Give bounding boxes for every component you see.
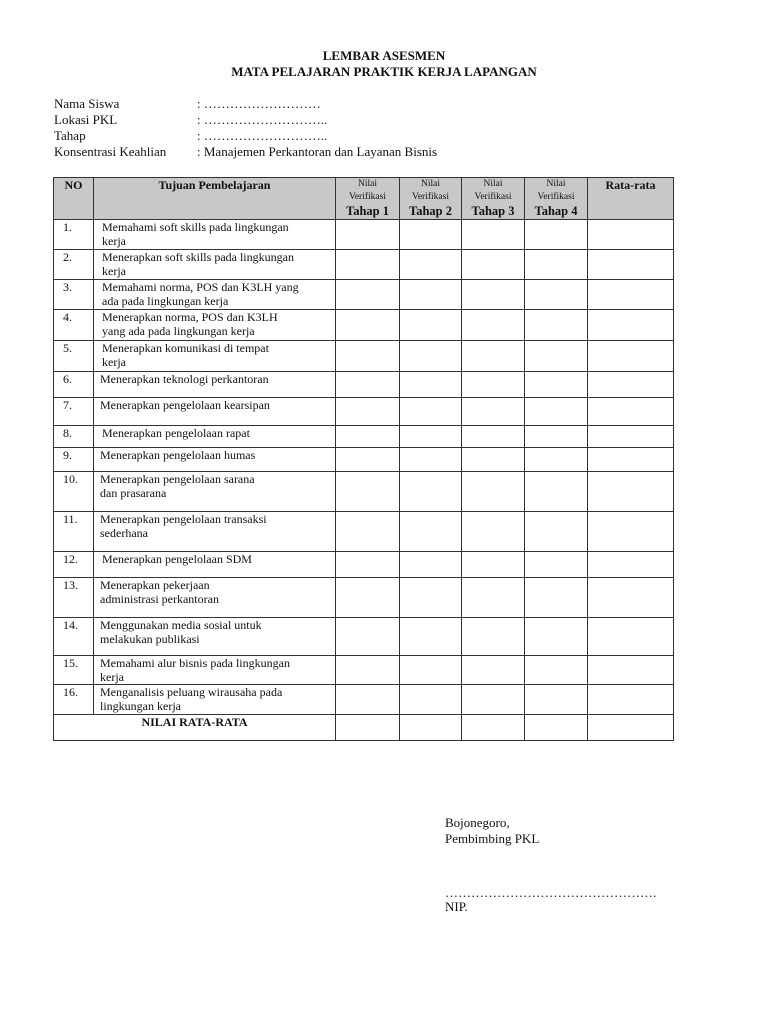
row-goal <box>94 372 336 398</box>
row-number: 4. <box>54 310 94 341</box>
row-number: 7. <box>54 398 94 426</box>
score-cell[interactable] <box>400 618 462 656</box>
score-cell[interactable] <box>336 372 400 398</box>
score-cell[interactable] <box>400 656 462 685</box>
goal-line: administrasi perkantoran <box>100 592 219 606</box>
document-title: LEMBAR ASESMEN <box>322 48 446 63</box>
row-goal <box>94 398 336 426</box>
score-cell[interactable] <box>336 280 400 310</box>
score-cell[interactable] <box>525 310 588 341</box>
average-cell[interactable] <box>588 578 674 618</box>
info-label: Nama Siswa <box>54 96 120 111</box>
table-row <box>54 685 674 715</box>
score-cell[interactable] <box>462 685 525 715</box>
info-value: : ……………………….. <box>197 112 328 127</box>
score-cell[interactable] <box>336 398 400 426</box>
score-cell[interactable] <box>336 618 400 656</box>
average-cell[interactable] <box>588 552 674 578</box>
student-info <box>54 96 437 160</box>
row-goal <box>94 472 336 512</box>
score-cell[interactable] <box>525 426 588 448</box>
score-cell[interactable] <box>336 250 400 280</box>
table-footer-row <box>54 715 674 741</box>
row-goal <box>94 426 336 448</box>
header-average: Rata-rata <box>588 178 674 220</box>
score-cell[interactable] <box>400 220 462 250</box>
assessment-table <box>53 177 674 741</box>
score-cell[interactable] <box>336 715 400 741</box>
average-cell[interactable] <box>588 310 674 341</box>
info-label: Tahap <box>54 128 86 143</box>
score-cell[interactable] <box>525 715 588 741</box>
info-label: Lokasi PKL <box>54 112 118 127</box>
score-cell[interactable] <box>336 512 400 552</box>
score-cell[interactable] <box>462 448 525 472</box>
header-stage-4 <box>525 178 588 220</box>
info-value: : ……………………….. <box>197 128 328 143</box>
info-row-name <box>54 96 437 112</box>
score-cell[interactable] <box>462 715 525 741</box>
header-no: NO <box>54 178 94 220</box>
score-cell[interactable] <box>525 220 588 250</box>
average-cell[interactable] <box>588 512 674 552</box>
goal-line: dan prasarana <box>100 486 167 500</box>
goal-line: kerja <box>102 264 126 278</box>
signature-place: Bojonegoro, <box>445 815 510 830</box>
score-cell[interactable] <box>525 372 588 398</box>
row-number: 13. <box>54 578 94 618</box>
row-goal <box>94 310 336 341</box>
score-cell[interactable] <box>525 578 588 618</box>
row-goal <box>94 578 336 618</box>
header-small: Nilai <box>421 179 440 189</box>
score-cell[interactable] <box>400 448 462 472</box>
score-cell[interactable] <box>525 512 588 552</box>
row-goal <box>94 250 336 280</box>
goal-line: kerja <box>102 355 126 369</box>
goal-line: Memahami norma, POS dan K3LH yang <box>102 280 299 294</box>
score-cell[interactable] <box>462 398 525 426</box>
score-cell[interactable] <box>400 512 462 552</box>
row-goal <box>94 448 336 472</box>
table-row <box>54 618 674 656</box>
info-label: Konsentrasi Keahlian <box>54 144 167 159</box>
row-number: 10. <box>54 472 94 512</box>
score-cell[interactable] <box>462 310 525 341</box>
header-stage-1 <box>336 178 400 220</box>
score-cell[interactable] <box>525 685 588 715</box>
document-subtitle: MATA PELAJARAN PRAKTIK KERJA LAPANGAN <box>231 64 537 79</box>
goal-line: Menerapkan norma, POS dan K3LH <box>102 310 278 324</box>
score-cell[interactable] <box>336 310 400 341</box>
score-cell[interactable] <box>400 341 462 372</box>
header-small: Nilai <box>483 179 503 189</box>
info-row-expertise <box>54 144 437 160</box>
row-number: 1. <box>54 220 94 250</box>
row-number: 5. <box>54 341 94 372</box>
goal-line: Memahami soft skills pada lingkungan <box>102 220 289 234</box>
header-stage-label: Tahap 3 <box>471 204 515 218</box>
header-small: Verifikasi <box>537 192 575 202</box>
signature-nip: NIP. <box>445 899 468 914</box>
score-cell[interactable] <box>462 656 525 685</box>
table-row <box>54 448 674 472</box>
row-goal <box>94 220 336 250</box>
goal-line: lingkungan kerja <box>100 699 181 713</box>
header-stage-2 <box>400 178 462 220</box>
score-cell[interactable] <box>336 578 400 618</box>
average-cell[interactable] <box>588 341 674 372</box>
score-cell[interactable] <box>336 448 400 472</box>
average-cell[interactable] <box>588 618 674 656</box>
table-row <box>54 512 674 552</box>
table-row <box>54 280 674 310</box>
goal-line: yang ada pada lingkungan kerja <box>102 324 255 338</box>
score-cell[interactable] <box>400 372 462 398</box>
table-row <box>54 372 674 398</box>
row-goal <box>94 552 336 578</box>
score-cell[interactable] <box>336 220 400 250</box>
goal-line: Menggunakan media sosial untuk <box>100 618 262 632</box>
average-cell[interactable] <box>588 250 674 280</box>
goal-line: Menganalisis peluang wirausaha pada <box>100 685 283 699</box>
header-stage-label: Tahap 2 <box>409 204 452 218</box>
score-cell[interactable] <box>400 578 462 618</box>
score-cell[interactable] <box>336 341 400 372</box>
table-row <box>54 310 674 341</box>
row-number: 11. <box>54 512 94 552</box>
score-cell[interactable] <box>525 552 588 578</box>
score-cell[interactable] <box>525 656 588 685</box>
average-cell[interactable] <box>588 715 674 741</box>
header-small: Verifikasi <box>349 192 386 202</box>
score-cell[interactable] <box>336 552 400 578</box>
goal-line: Menerapkan pengelolaan humas <box>100 448 256 462</box>
row-number: 12. <box>54 552 94 578</box>
table-row <box>54 341 674 372</box>
score-cell[interactable] <box>400 398 462 426</box>
score-cell[interactable] <box>400 472 462 512</box>
average-cell[interactable] <box>588 398 674 426</box>
row-number: 9. <box>54 448 94 472</box>
average-label: NILAI RATA-RATA <box>54 715 336 741</box>
score-cell[interactable] <box>525 398 588 426</box>
goal-line: Menerapkan komunikasi di tempat <box>102 341 269 355</box>
score-cell[interactable] <box>400 426 462 448</box>
header-goal: Tujuan Pembelajaran <box>94 178 336 220</box>
goal-line: ada pada lingkungan kerja <box>102 294 229 308</box>
score-cell[interactable] <box>400 250 462 280</box>
average-cell[interactable] <box>588 685 674 715</box>
header-small: Verifikasi <box>412 192 449 202</box>
info-row-stage <box>54 128 437 144</box>
score-cell[interactable] <box>336 685 400 715</box>
score-cell[interactable] <box>462 280 525 310</box>
table-row <box>54 398 674 426</box>
score-cell[interactable] <box>462 578 525 618</box>
goal-line: Menerapkan pengelolaan rapat <box>102 426 250 440</box>
goal-line: Menerapkan pengelolaan transaksi <box>100 512 267 526</box>
score-cell[interactable] <box>462 250 525 280</box>
signature-line: …………………………………………. <box>445 885 657 900</box>
score-cell[interactable] <box>400 552 462 578</box>
header-stage-label: Tahap 1 <box>346 204 389 218</box>
average-cell[interactable] <box>588 280 674 310</box>
goal-line: Menerapkan pengelolaan SDM <box>102 552 252 566</box>
goal-line: Menerapkan pekerjaan <box>100 578 210 592</box>
signature-role: Pembimbing PKL <box>445 831 540 846</box>
goal-line: Memahami alur bisnis pada lingkungan <box>100 656 290 670</box>
info-value: : ……………………… <box>197 96 321 111</box>
row-number: 3. <box>54 280 94 310</box>
score-cell[interactable] <box>462 552 525 578</box>
score-cell[interactable] <box>462 472 525 512</box>
score-cell[interactable] <box>525 472 588 512</box>
row-goal <box>94 341 336 372</box>
row-goal <box>94 280 336 310</box>
score-cell[interactable] <box>400 715 462 741</box>
goal-line: kerja <box>102 234 126 248</box>
score-cell[interactable] <box>400 685 462 715</box>
average-cell[interactable] <box>588 472 674 512</box>
table-row <box>54 472 674 512</box>
score-cell[interactable] <box>462 426 525 448</box>
table-row <box>54 220 674 250</box>
score-cell[interactable] <box>525 250 588 280</box>
average-cell[interactable] <box>588 448 674 472</box>
table-row <box>54 250 674 280</box>
header-stage-label: Tahap 4 <box>534 204 578 218</box>
average-cell[interactable] <box>588 372 674 398</box>
goal-line: sederhana <box>100 526 148 540</box>
header-stage-3 <box>462 178 525 220</box>
goal-line: melakukan publikasi <box>100 632 200 646</box>
average-cell[interactable] <box>588 426 674 448</box>
goal-line: Menerapkan pengelolaan sarana <box>100 472 255 486</box>
score-cell[interactable] <box>525 448 588 472</box>
header-small: Verifikasi <box>474 192 512 202</box>
table-row <box>54 552 674 578</box>
table-row <box>54 426 674 448</box>
row-goal <box>94 618 336 656</box>
score-cell[interactable] <box>525 280 588 310</box>
table-header-row <box>54 178 674 220</box>
header-small: Nilai <box>546 179 566 189</box>
goal-line: Menerapkan soft skills pada lingkungan <box>102 250 294 264</box>
score-cell[interactable] <box>400 280 462 310</box>
goal-line: Menerapkan teknologi perkantoran <box>100 372 269 386</box>
score-cell[interactable] <box>400 310 462 341</box>
row-goal <box>94 685 336 715</box>
score-cell[interactable] <box>525 618 588 656</box>
score-cell[interactable] <box>462 618 525 656</box>
score-cell[interactable] <box>525 341 588 372</box>
row-number: 14. <box>54 618 94 656</box>
average-cell[interactable] <box>588 656 674 685</box>
header-small: Nilai <box>358 179 377 189</box>
score-cell[interactable] <box>462 341 525 372</box>
info-row-location <box>54 112 437 128</box>
score-cell[interactable] <box>336 656 400 685</box>
average-cell[interactable] <box>588 220 674 250</box>
row-number: 2. <box>54 250 94 280</box>
row-number: 8. <box>54 426 94 448</box>
row-number: 16. <box>54 685 94 715</box>
row-goal <box>94 656 336 685</box>
table-row <box>54 578 674 618</box>
info-value: : Manajemen Perkantoran dan Layanan Bisnis <box>197 144 438 159</box>
goal-line: Menerapkan pengelolaan kearsipan <box>100 398 270 412</box>
score-cell[interactable] <box>336 426 400 448</box>
goal-line: kerja <box>100 670 124 684</box>
score-cell[interactable] <box>462 372 525 398</box>
score-cell[interactable] <box>462 220 525 250</box>
table-row <box>54 656 674 685</box>
score-cell[interactable] <box>462 512 525 552</box>
row-number: 15. <box>54 656 94 685</box>
row-goal <box>94 512 336 552</box>
score-cell[interactable] <box>336 472 400 512</box>
row-number: 6. <box>54 372 94 398</box>
